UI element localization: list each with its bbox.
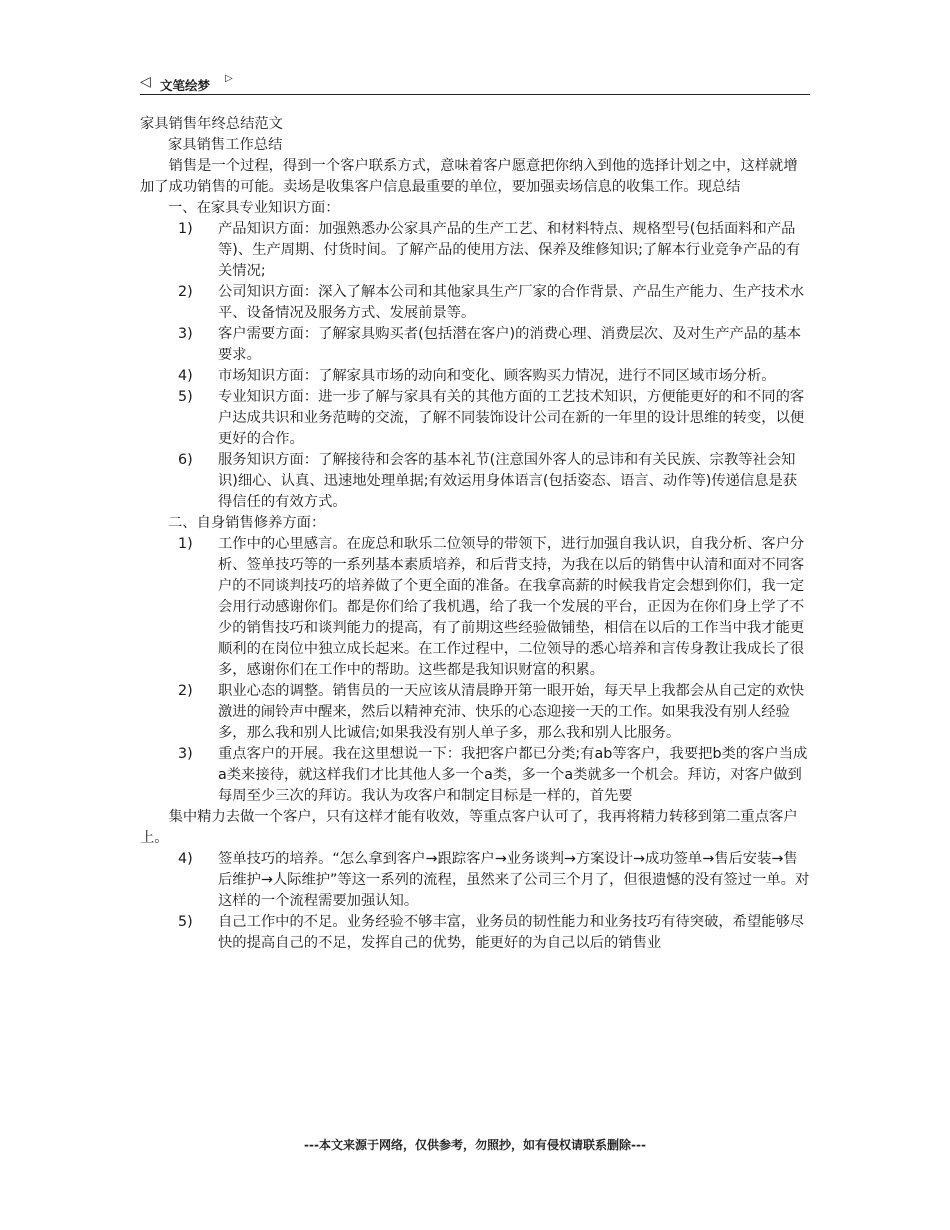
- item-number: 2): [178, 284, 193, 300]
- item-number: 3): [178, 746, 193, 762]
- item-number: 1): [178, 221, 193, 237]
- intro-paragraph: 销售是一个过程，得到一个客户联系方式，意味着客户愿意把你纳入到他的选择计划之中，这样就增加了成功销售的可能。卖场是收集客户信息最重要的单位，要加强卖场信息的收集工作。现总结: [140, 158, 798, 195]
- item-text: 工作中的心里感言。在庞总和耿乐二位领导的带领下，进行加强自我认识，自我分析、客户分析、签单技巧等的一系列基本素质培养，和后背支持，为我在以后的销售中认清和面对不同客户的不同谈判技巧的培养做了个更全面的准备。在我拿高薪的时候我肯定会想到你们，我一定会用行动感谢你们。都是你们给了我机遇，给了我一个发展的平台，正因为在你们身上学了不少的销售技巧和谈判能力的提高，有了前期这些经验做铺垫，相信在以后的工作当中我才能更顺利的在岗位中独立成长起来。在工作过程中，二位领导的悉心培养和言传身教让我成长了很多，感谢你们在工作中的帮助。这些都是我知识财富的积累。: [218, 536, 805, 678]
- item-text: 职业心态的调整。销售员的一天应该从清晨睁开第一眼开始，每天早上我都会从自己定的欢快激进的闹铃声中醒来，然后以精神充沛、快乐的心态迎接一天的工作。如果我没有别人经验多，那么我和别人比诚信;如果我没有别人单子多，那么我和别人比服务。: [218, 683, 805, 741]
- item-text: 公司知识方面：深入了解本公司和其他家具生产厂家的合作背景、产品生产能力、生产技术水平、设备情况及服务方式、发展前景等。: [218, 284, 805, 321]
- item-number: 5): [178, 389, 193, 405]
- item-text: 专业知识方面：进一步了解与家具有关的其他方面的工艺技术知识，方便能更好的和不同的客户达成共识和业务范畴的交流，了解不同装饰设计公司在新的一年里的设计思维的转变，以便更好的合作。: [218, 389, 805, 447]
- item-number: 5): [178, 914, 193, 930]
- item-text: 自己工作中的不足。业务经验不够丰富，业务员的韧性能力和业务技巧有待突破，希望能够尽快的提高自己的不足，发挥自己的优势，能更好的为自己以后的销售业: [218, 914, 805, 951]
- list-item: [140, 387, 810, 450]
- item-number: 4): [178, 851, 193, 867]
- list-item: [140, 681, 810, 744]
- item-text: 服务知识方面：了解接待和会客的基本礼节(注意国外客人的忌讳和有关民族、宗教等社会知识)细心、认真、迅速地处理单据;有效运用身体语言(包括姿态、语言、动作等)传递信息是获得信任的有效方式。: [218, 452, 798, 510]
- list-item: [140, 282, 810, 324]
- section2-list: [140, 534, 810, 807]
- list-item: [140, 912, 810, 954]
- triangle-left-icon: ◁: [140, 74, 151, 90]
- interlude-paragraph: 集中精力去做一个客户，只有这样才能有收效，等重点客户认可了，我再将精力转移到第二重点客户上。: [140, 809, 798, 846]
- list-item: [140, 219, 810, 282]
- item-text: 重点客户的开展。我在这里想说一下：我把客户都已分类;有ab等客户，我要把b类的客户当成a类来接待，就这样我们才比其他人多一个a类，多一个a类就多一个机会。拜访，对客户做到每周至少三次的拜访。我认为攻客户和制定目标是一样的，首先要: [218, 746, 808, 804]
- page-header: [140, 72, 810, 95]
- document-body: [140, 114, 810, 954]
- list-item: [140, 324, 810, 366]
- page-footer: ---本文来源于网络，仅供参考，勿照抄，如有侵权请联系删除---: [304, 1138, 646, 1152]
- item-number: 1): [178, 536, 193, 552]
- item-text: 签单技巧的培养。“怎么拿到客户→跟踪客户→业务谈判→方案设计→成功签单→售后安装→售后维护→人际维护”等这一系列的流程，虽然来了公司三个月了，但很遗憾的没有签过一单。对这样的一个流程需要加强认知。: [218, 851, 810, 909]
- item-number: 6): [178, 452, 193, 468]
- item-number: 2): [178, 683, 193, 699]
- document-title: 家具销售年终总结范文: [140, 116, 283, 132]
- list-item: [140, 366, 810, 387]
- item-number: 3): [178, 326, 193, 342]
- section-heading: 二、自身销售修养方面：: [168, 515, 326, 531]
- list-item: [140, 534, 810, 681]
- section-heading: 一、在家具专业知识方面：: [168, 200, 340, 216]
- item-text: 产品知识方面：加强熟悉办公家具产品的生产工艺、和材料特点、规格型号(包括面料和产品等)、生产周期、付货时间。了解产品的使用方法、保养及维修知识;了解本行业竞争产品的有关情况;: [218, 221, 801, 279]
- section2-list-continued: [140, 849, 810, 954]
- document-subtitle: 家具销售工作总结: [168, 137, 283, 153]
- item-text: 客户需要方面：了解家具购买者(包括潜在客户)的消费心理、消费层次、及对生产产品的基本要求。: [218, 326, 802, 363]
- list-item: [140, 450, 810, 513]
- list-item: [140, 849, 810, 912]
- section1-list: [140, 219, 810, 513]
- brand-name: 文笔绘梦: [160, 78, 211, 93]
- triangle-right-icon: ▷: [225, 73, 233, 84]
- item-number: 4): [178, 368, 193, 384]
- list-item: [140, 744, 810, 807]
- item-text: 市场知识方面：了解家具市场的动向和变化、顾客购买力情况，进行不同区域市场分析。: [218, 368, 776, 384]
